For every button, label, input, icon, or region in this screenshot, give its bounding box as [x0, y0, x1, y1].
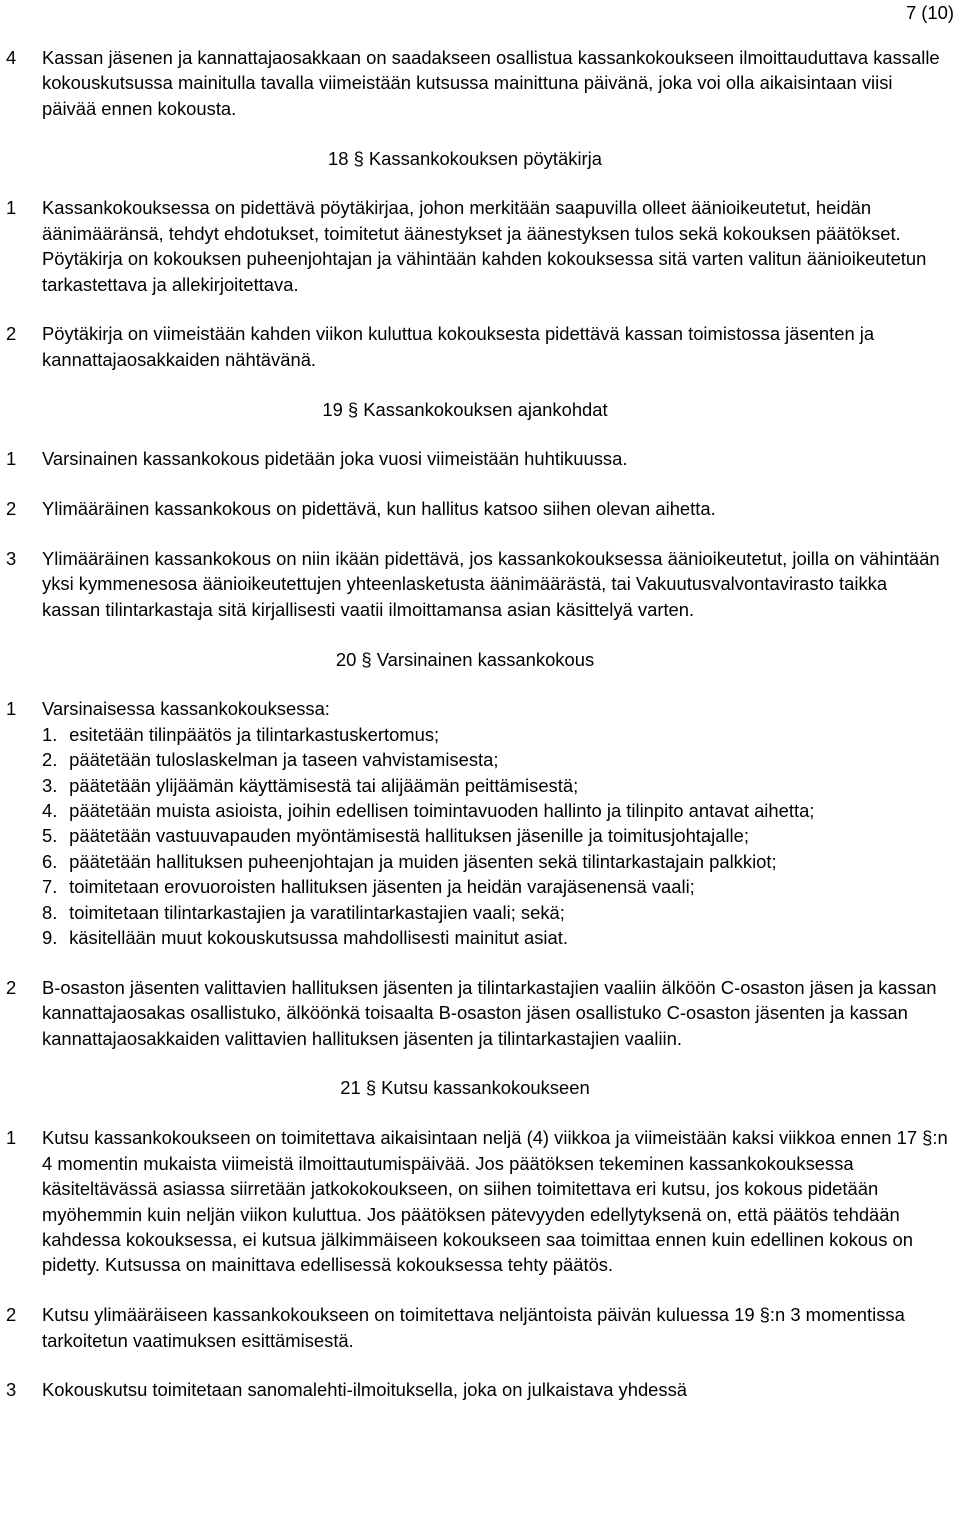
paragraph-text: Varsinaisessa kassankokouksessa: — [42, 698, 330, 720]
list-item-text: päätetään tuloslaskelman ja taseen vahvistamisesta; — [64, 749, 499, 771]
numbered-paragraph — [0, 696, 960, 950]
paragraph-number: 2 — [6, 1304, 17, 1326]
paragraph-text: Ylimääräinen kassankokous on niin ikään pidettävä, jos kassankokouksessa äänioikeutetut, joilla on vähintään yksi kymmenesosa äänioikeutettujen yhteenlasketusta äänimäärästä, tai Vakuutusvalvontavirasto taikka kassan tilintarkastaja sitä kirjallisesti vaatii ilmoittamansa asian käsittelyä varten. — [42, 548, 940, 620]
list-item-number: 6. — [42, 850, 58, 872]
list-item-number: 4. — [42, 800, 58, 822]
list-item — [42, 722, 950, 747]
list-item-number: 9. — [42, 927, 58, 949]
list-item-number: 7. — [42, 876, 58, 898]
list-item-text: esitetään tilinpäätös ja tilintarkastuskertomus; — [64, 723, 440, 745]
paragraph-text: B-osaston jäsenten valittavien hallituksen jäsenten ja tilintarkastajien vaaliin älköön C-osaston jäsen ja kassan kannattajaosakas osallistuko, älköönkä toisaalta B-osaston jäsen osallistuko C-osaston jäsenten ja kassan kannattajaosakkaiden valittavien hallituksen jäsenten ja tilintarkastajien vaaliin. — [42, 976, 937, 1049]
section-heading: 18 § Kassankokouksen pöytäkirja — [328, 147, 602, 169]
paragraph-text: Kassan jäsenen ja kannattajaosakkaan on saadakseen osallistua kassankokoukseen ilmoittauduttava kassalle kokouskutsussa mainitulla tavalla viimeistään kutsussa mainittuna päivänä, joka voi olla aikaisintaan viisi päivää ennen kokousta. — [42, 47, 940, 119]
list-item-number: 5. — [42, 825, 58, 847]
list-item-text: käsitellään muut kokouskutsussa mahdollisesti mainitut asiat. — [64, 927, 568, 949]
list-item-text: toimitetaan tilintarkastajien ja varatilintarkastajien vaali; sekä; — [64, 901, 565, 923]
list-item-text: päätetään muista asioista, joihin edellisen toimintavuoden hallinto ja tilinpito antavat aihetta; — [64, 800, 815, 822]
paragraph-text: Pöytäkirja on viimeistään kahden viikon kuluttua kokouksesta pidettävä kassan toimistossa jäsenten ja kannattajaosakkaiden nähtävänä. — [42, 323, 875, 370]
list-item — [42, 747, 950, 772]
section-heading: 19 § Kassankokouksen ajankohdat — [322, 398, 608, 420]
list-item — [42, 849, 950, 874]
numbered-paragraph — [0, 45, 960, 121]
paragraph-number: 1 — [6, 1127, 17, 1149]
numbered-paragraph — [0, 496, 960, 521]
document-body — [0, 45, 960, 1403]
list-item — [42, 823, 950, 848]
paragraph-text: Ylimääräinen kassankokous on pidettävä, kun hallitus katsoo siihen olevan aihetta. — [42, 498, 716, 520]
paragraph-text: Kutsu ylimääräiseen kassankokoukseen on toimitettava neljäntoista päivän kuluessa 19 §:n 3 momentissa tarkoitetun vaatimuksen esittämisestä. — [42, 1304, 905, 1351]
list-item-number: 2. — [42, 749, 58, 771]
numbered-paragraph — [0, 1377, 960, 1402]
numbered-paragraph — [0, 195, 960, 297]
paragraph-number: 3 — [6, 1379, 17, 1401]
list-item — [42, 874, 950, 899]
numbered-paragraph — [0, 446, 960, 471]
list-item — [42, 900, 950, 925]
numbered-paragraph — [0, 321, 960, 372]
list-item-text: toimitetaan erovuoroisten hallituksen jäsenten ja heidän varajäsenensä vaali; — [64, 876, 695, 898]
numbered-paragraph — [0, 1125, 960, 1277]
list-item — [42, 773, 950, 798]
list-item-number: 8. — [42, 901, 58, 923]
list-item — [42, 925, 950, 950]
numbered-paragraph — [0, 1302, 960, 1353]
numbered-paragraph — [0, 546, 960, 622]
list-item-number: 1. — [42, 723, 58, 745]
list-item-text: päätetään vastuuvapauden myöntämisestä hallituksen jäsenille ja toimitusjohtajalle; — [64, 825, 749, 847]
paragraph-number: 1 — [6, 197, 17, 219]
list-item-text: päätetään hallituksen puheenjohtajan ja muiden jäsenten sekä tilintarkastajain palkkiot; — [64, 850, 777, 872]
paragraph-number: 2 — [6, 323, 17, 345]
paragraph-text: Varsinainen kassankokous pidetään joka vuosi viimeistään huhtikuussa. — [42, 448, 628, 470]
list-item-number: 3. — [42, 774, 58, 796]
paragraph-number: 4 — [6, 47, 17, 68]
page-number: 7 (10) — [905, 2, 954, 23]
paragraph-text: Kutsu kassankokoukseen on toimitettava aikaisintaan neljä (4) viikkoa ja viimeistään kaksi viikkoa ennen 17 §:n 4 momentin mukaista viimeistä ilmoittautumispäivää. Jos päätöksen tekeminen kassankokouksessa käsiteltävässä asiassa siirretään jatkokokoukseen, on siihen toimitettava eri kutsu, jos kokous pidetään myöhemmin kuin neljän viikon kuluttua. Jos päätöksen pätevyyden edellytyksenä on, että päätös tehdään kahdessa kokouksessa, ei kutsua jälkimmäiseen kokoukseen saa toimittaa ennen kuin edellinen kokous on pidetty. Kutsussa on mainittava edellisessä kokouksessa tehty päätös. — [42, 1127, 948, 1276]
section-heading: 20 § Varsinainen kassankokous — [335, 648, 595, 670]
paragraph-number: 1 — [6, 448, 17, 470]
list-item-text: päätetään ylijäämän käyttämisestä tai alijäämän peittämisestä; — [64, 774, 579, 796]
paragraph-text: Kokouskutsu toimitetaan sanomalehti-ilmoituksella, joka on julkaistava yhdessä — [42, 1379, 688, 1401]
paragraph-number: 1 — [6, 698, 17, 720]
paragraph-number: 3 — [6, 548, 17, 570]
paragraph-text: Kassankokouksessa on pidettävä pöytäkirjaa, johon merkitään saapuvilla olleet äänioikeutetut, heidän äänimääränsä, tehdyt ehdotukset, toimitetut äänestykset ja äänestyksen tulos sekä kokouksen päätökset. Pöytäkirja on kokouksen puheenjohtajan ja vähintään kahden kokouksessa sitä varten valitun äänioikeutetun tarkastettava ja allekirjoitettava. — [42, 197, 927, 295]
list-item — [42, 798, 950, 823]
section-heading: 21 § Kutsu kassankokoukseen — [340, 1077, 590, 1099]
paragraph-number: 2 — [6, 498, 17, 520]
numbered-paragraph — [0, 975, 960, 1051]
paragraph-number: 2 — [6, 976, 17, 998]
